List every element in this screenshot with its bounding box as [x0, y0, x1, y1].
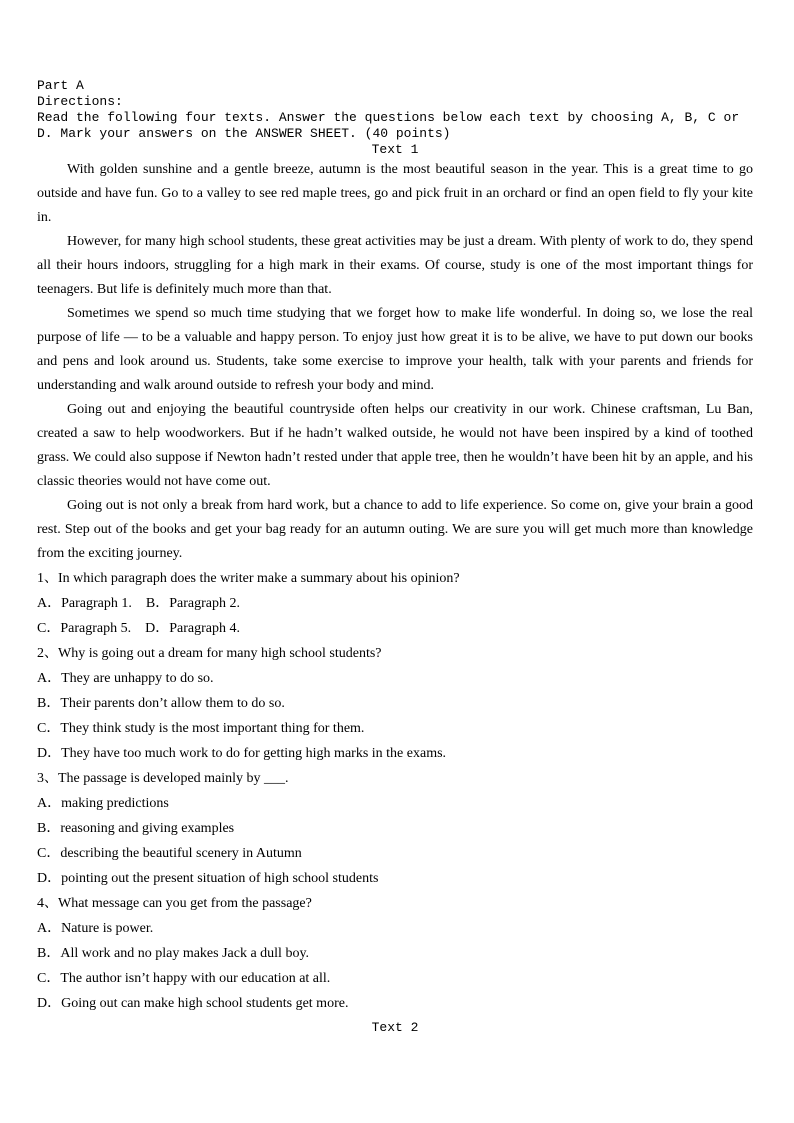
answer-option: D．Going out can make high school students get more. [37, 996, 349, 1011]
answer-option: C．describing the beautiful scenery in Autumn [37, 846, 302, 861]
directions-label: Directions: [37, 94, 123, 109]
answer-option: C．The author isn’t happy with our education at all. [37, 971, 331, 986]
answer-option: B．Their parents don’t allow them to do so. [37, 696, 285, 711]
question-stem: 4、What message can you get from the passage? [37, 896, 312, 911]
answer-option: A．making predictions [37, 796, 169, 811]
answer-option: B．reasoning and giving examples [37, 821, 235, 836]
answer-option: A．Nature is power. [37, 921, 154, 936]
paragraph: Sometimes we spend so much time studying that we forget how to make life wonderful. In doing so, we lose the real purpose of life — to be a valuable and happy person. To enjoy just how great it is to be alive, we have to put down our books and pens and look around us. Students, take some exercise to improve your health, talk with your parents and friends for understanding and walk around outside to refresh your body and mind. [37, 306, 753, 393]
answer-options: A．Paragraph 1. B．Paragraph 2. [37, 596, 240, 611]
part-heading: Part A [37, 78, 84, 93]
paragraph: However, for many high school students, these great activities may be just a dream. With plenty of work to do, they spend all their hours indoors, struggling for a high mark in their exams. Of course, study is one of the most important things for teenagers. But life is definitely much more than that. [37, 234, 753, 297]
answer-option: D．They have too much work to do for getting high marks in the exams. [37, 746, 447, 761]
questions [37, 566, 753, 1016]
text1-title: Text 1 [371, 142, 419, 157]
answer-option: D．pointing out the present situation of high school students [37, 871, 379, 886]
question-stem: 3、The passage is developed mainly by ___. [37, 771, 289, 786]
answer-option: A．They are unhappy to do so. [37, 671, 214, 686]
paragraph: Going out is not only a break from hard work, but a chance to add to life experience. So come on, give your brain a good rest. Step out of the books and get your bag ready for an autumn outing. We are sure you will get much more than knowledge from the exciting journey. [37, 498, 753, 561]
paragraph: With golden sunshine and a gentle breeze, autumn is the most beautiful season in the year. This is a great time to go outside and have fun. Go to a valley to see red maple trees, go and pick fruit in an orchard or find an open field to fly your kite in. [37, 162, 753, 225]
document-page [37, 78, 753, 1036]
directions-text: Read the following four texts. Answer the questions below each text by choosing A, B, C or D. Mark your answers on the ANSWER SHEET. (40 points) [37, 110, 740, 141]
answer-options: C．Paragraph 5. D．Paragraph 4. [37, 621, 240, 636]
paragraph: Going out and enjoying the beautiful countryside often helps our creativity in our work. Chinese craftsman, Lu Ban, created a saw to help woodworkers. But if he hadn’t walked outside, he would not have been inspired by a kind of toothed grass. We could also suppose if Newton hadn’t rested under that apple tree, then he wouldn’t have been hit by an apple, and his classic theories would not have come out. [37, 402, 753, 489]
answer-option: C．They think study is the most important thing for them. [37, 721, 365, 736]
question-stem: 2、Why is going out a dream for many high school students? [37, 646, 382, 661]
text1-passage [37, 158, 753, 566]
answer-option: B．All work and no play makes Jack a dull boy. [37, 946, 310, 961]
question-stem: 1、In which paragraph does the writer make a summary about his opinion? [37, 571, 460, 586]
text2-title: Text 2 [371, 1020, 419, 1035]
